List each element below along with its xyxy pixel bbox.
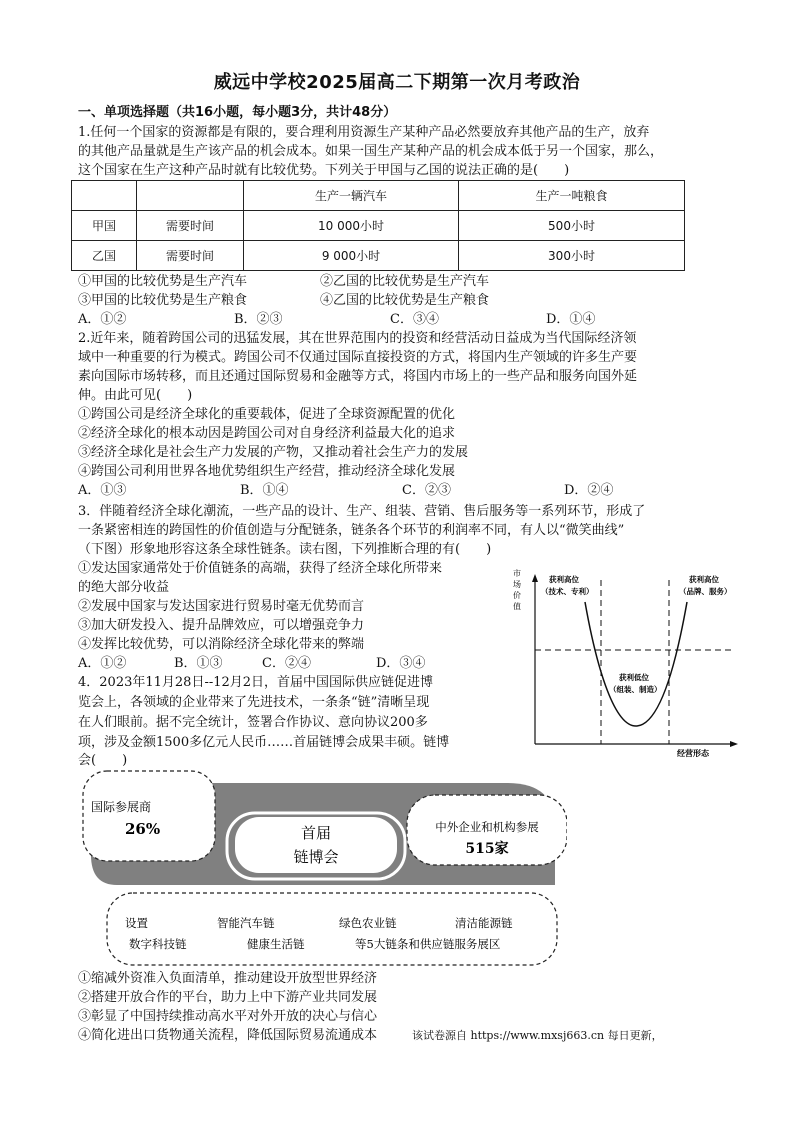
q2-choice-d[interactable]: D．②④ <box>564 483 614 498</box>
table-cell: 需要时间 <box>137 211 244 241</box>
q2-stem-line-3: 素向国际市场转移，而且还通过国际贸易和金融等方式，将国内市场上的一些产品和服务向国外延 <box>78 369 638 384</box>
q3-statement-3: ③加大研发投入、提升品牌效应，可以增强竞争力 <box>78 618 365 633</box>
smile-curve-diagram <box>505 560 740 760</box>
q4-stem-line-3: 在人们眼前。据不完全统计，签署合作协议、意向协议200多 <box>78 715 428 730</box>
q3-stem-line-1: 3．伴随着经济全球化潮流，一些产品的设计、生产、组装、营销、售后服务等一系列环节，形成了 <box>78 504 646 519</box>
right-card-value: 515家 <box>465 841 509 857</box>
table-cell: 生产一辆汽车 <box>244 181 459 211</box>
center-line-2: 链博会 <box>293 848 339 866</box>
exam-title: 威远中学校2025届高二下期第一次月考政治 <box>213 72 581 93</box>
table-row <box>72 241 685 271</box>
bottom-item: 数字科技链 <box>129 937 187 951</box>
q3-stem-line-2: 一条紧密相连的跨国性的价值创造与分配链条，链条各个环节的利润率不同，有人以“微笑曲线” <box>78 523 625 538</box>
x-axis-arrow <box>730 741 738 747</box>
q1-statement-1: ①甲国的比较优势是生产汽车 <box>78 274 248 289</box>
table-cell <box>137 181 244 211</box>
q4-stem-line-4: 项，涉及金额1500多亿元人民币……首届链博会成果丰硕。链博 <box>78 735 450 750</box>
table-cell: 300小时 <box>459 241 685 271</box>
q1-stem-line-2: 的其他产品量就是生产该产品的机会成本。如果一国生产某种产品的机会成本低于另一个国家，那么， <box>78 144 664 159</box>
q1-choice-b[interactable]: B．②③ <box>234 312 283 327</box>
q4-statement-3: ③彰显了中国持续推动高水平对外开放的决心与信心 <box>78 1009 378 1024</box>
q3-stem-line-3: （下图）形象地形容这条全球性链条。读右图，下列推断合理的有( ) <box>78 542 492 557</box>
q2-choice-a[interactable]: A．①③ <box>78 483 127 498</box>
table-cell <box>72 181 137 211</box>
left-card-title: 国际参展商 <box>91 800 152 814</box>
q3-statement-4: ④发挥比较优势，可以消除经济全球化带来的弊端 <box>78 637 365 652</box>
bottom-label-line-2: （组装、制造） <box>609 685 662 694</box>
right-label-line-1: 获利高位 <box>689 575 719 584</box>
table-cell: 生产一吨粮食 <box>459 181 685 211</box>
q2-stem-line-1: 2.近年来，随着跨国公司的迅猛发展，其在世界范围内的投资和经营活动日益成为当代国际经济领 <box>78 331 637 346</box>
y-axis-label-part: 场 <box>513 580 521 589</box>
table-cell: 500小时 <box>459 211 685 241</box>
bottom-item: 清洁能源链 <box>455 916 513 930</box>
table-header-row <box>72 181 685 211</box>
q2-statement-2: ②经济全球化的根本动因是跨国公司对自身经济利益最大化的追求 <box>78 426 456 441</box>
table-cell: 乙国 <box>72 241 137 271</box>
q3-statement-2: ②发展中国家与发达国家进行贸易时毫无优势而言 <box>78 599 365 614</box>
y-axis-label-part: 值 <box>513 602 521 611</box>
source-watermark: 该试卷源自 https://www.mxsj663.cn 每日更新， <box>412 1029 663 1042</box>
left-label-line-2: （技术、专利） <box>541 587 594 596</box>
y-axis-arrow <box>532 574 538 582</box>
q3-choice-a[interactable]: A．①② <box>78 656 127 671</box>
q2-choice-b[interactable]: B．①④ <box>240 483 289 498</box>
y-axis-label-part: 价 <box>513 591 521 600</box>
left-card-value: 26% <box>125 820 161 838</box>
y-axis-label <box>513 568 524 611</box>
right-label-line-2: （品牌、服务） <box>679 587 732 596</box>
table-row <box>72 211 685 241</box>
bottom-item: 设置 <box>125 916 148 930</box>
smile-curve-svg <box>505 560 740 760</box>
left-label-line-1: 获利高位 <box>549 575 579 584</box>
bottom-item: 智能汽车链 <box>217 916 275 930</box>
q1-stem-line-1: 1.任何一个国家的资源都是有限的，要合理利用资源生产某种产品必然要放弃其他产品的生产，放弃 <box>78 125 650 140</box>
q1-statement-4: ④乙国的比较优势是生产粮食 <box>320 293 490 308</box>
q4-statement-1: ①缩减外资准入负面清单，推动建设开放型世界经济 <box>78 971 378 986</box>
q2-statement-4: ④跨国公司利用世界各地优势组织生产经营，推动经济全球化发展 <box>78 464 456 479</box>
table-cell: 需要时间 <box>137 241 244 271</box>
center-line-1: 首届 <box>300 824 332 842</box>
table-cell: 10 000小时 <box>244 211 459 241</box>
q3-choice-c[interactable]: C．②④ <box>262 656 311 671</box>
q1-choice-a[interactable]: A．①② <box>78 312 127 327</box>
q1-stem-line-3: 这个国家在生产这种产品时就有比较优势。下列关于甲国与乙国的说法正确的是( ) <box>78 163 570 178</box>
y-axis-label-part: 市 <box>513 569 521 578</box>
bottom-item: 等5大链条和供应链服务展区 <box>355 937 501 951</box>
q4-stem-line-5: 会( ) <box>78 753 128 768</box>
expo-infographic <box>77 765 567 970</box>
q2-statement-3: ③经济全球化是社会生产力发展的产物，又推动着社会生产力的发展 <box>78 445 469 460</box>
q4-statement-2: ②搭建开放合作的平台，助力上中下游产业共同发展 <box>78 990 378 1005</box>
bottom-item: 健康生活链 <box>247 937 305 951</box>
section-heading: 一、单项选择题（共16小题，每小题3分，共计48分） <box>78 105 397 120</box>
q2-choice-c[interactable]: C．②③ <box>402 483 451 498</box>
q1-choice-d[interactable]: D．①④ <box>546 312 596 327</box>
table-cell: 甲国 <box>72 211 137 241</box>
q1-statement-2: ②乙国的比较优势是生产汽车 <box>320 274 490 289</box>
infographic-svg <box>77 765 567 970</box>
q2-stem-line-2: 域中一种重要的行为模式。跨国公司不仅通过国际直接投资的方式，将国内生产领域的许多生产要 <box>78 350 638 365</box>
q3-choice-b[interactable]: B．①③ <box>174 656 223 671</box>
smile-curve <box>585 602 687 726</box>
q1-table <box>71 180 685 271</box>
x-axis-label: 经营形态 <box>677 749 709 758</box>
q1-statement-3: ③甲国的比较优势是生产粮食 <box>78 293 248 308</box>
q4-stem-line-2: 览会上，各领域的企业带来了先进技术，一条条“链”清晰呈现 <box>78 695 430 710</box>
q1-choice-c[interactable]: C．③④ <box>390 312 439 327</box>
q4-stem-line-1: 4．2023年11月28日--12月2日，首届中国国际供应链促进博 <box>78 675 434 690</box>
right-card-title: 中外企业和机构参展 <box>435 820 539 834</box>
q3-choice-d[interactable]: D．③④ <box>376 656 426 671</box>
q4-statement-4: ④简化进出口货物通关流程，降低国际贸易流通成本 <box>78 1028 378 1043</box>
q2-statement-1: ①跨国公司是经济全球化的重要载体，促进了全球资源配置的优化 <box>78 407 456 422</box>
q3-statement-1: ①发达国家通常处于价值链条的高端，获得了经济全球化所带来 <box>78 561 443 576</box>
bottom-label-line-1: 获利低位 <box>619 673 649 682</box>
table-cell: 9 000小时 <box>244 241 459 271</box>
bottom-item: 绿色农业链 <box>339 916 397 930</box>
q2-stem-line-4: 伸。由此可见( ) <box>78 388 193 403</box>
q3-statement-1-cont: 的绝大部分收益 <box>78 580 170 595</box>
left-card <box>83 771 215 861</box>
